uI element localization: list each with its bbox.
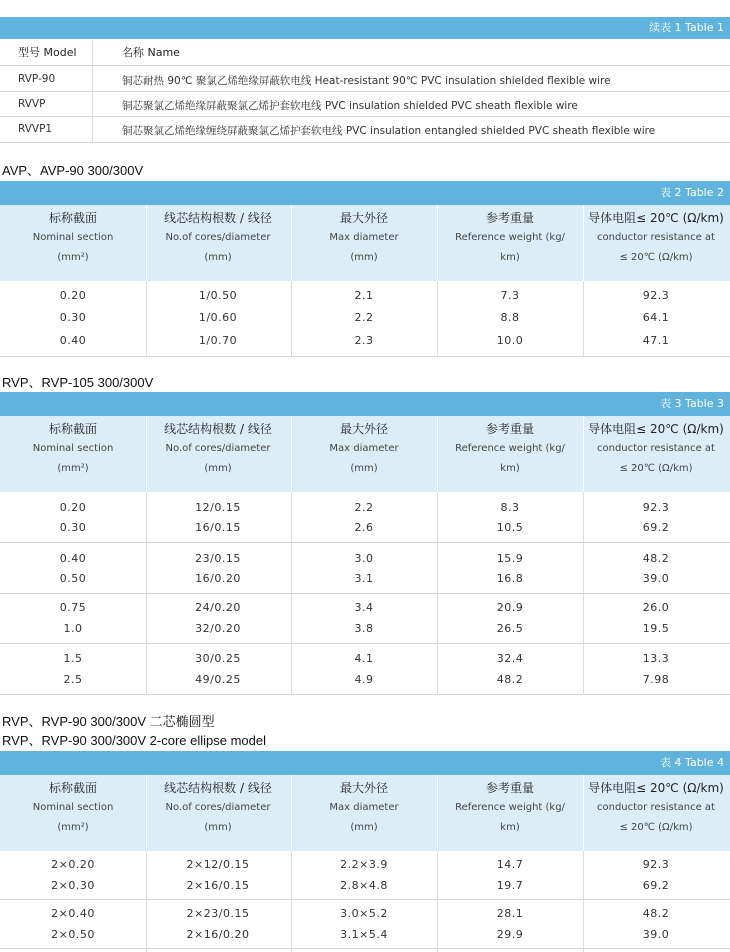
table3-cell: 20.9 (496, 601, 524, 614)
table4-cell: 2×23/0.15 (186, 907, 250, 920)
table4-cell: 14.7 (496, 858, 524, 871)
column-divider (437, 775, 438, 851)
table3-cell: 13.3 (642, 652, 670, 665)
column-divider (437, 281, 438, 356)
table1-model: RVVP1 (18, 123, 53, 135)
table3-cell: 2.2 (354, 501, 374, 514)
table4-cell: 2×0.30 (51, 879, 95, 892)
table3-cell: 24/0.20 (195, 601, 241, 614)
divider (0, 116, 730, 117)
table3-cell: 48.2 (642, 552, 670, 565)
table3-cell: 1.0 (63, 622, 83, 635)
table4-cell: 69.2 (642, 879, 670, 892)
divider (0, 65, 730, 66)
table3-cell: 0.40 (59, 552, 87, 565)
header-max-diameter: 最大外径 Max diameter (mm) (329, 211, 399, 263)
table3-cell: 16.8 (496, 572, 524, 585)
table2-cell: 47.1 (642, 334, 670, 347)
header-reference-weight: 参考重量 Reference weight (kg/ km) (455, 781, 565, 833)
table3-cell: 32/0.20 (195, 622, 241, 635)
column-divider (437, 851, 438, 952)
column-divider (437, 492, 438, 694)
column-divider (146, 851, 147, 952)
header-cores-diameter: 线芯结构根数 / 线径 No.of cores/diameter (mm) (164, 781, 272, 833)
column-divider (437, 205, 438, 281)
table4-cell: 92.3 (642, 858, 670, 871)
table3-cell: 3.1 (354, 572, 374, 585)
column-divider (146, 492, 147, 694)
column-divider (583, 775, 584, 851)
column-divider (146, 416, 147, 492)
table3-cell: 69.2 (642, 521, 670, 534)
table3-cell: 4.9 (354, 673, 374, 686)
table1-model: RVVP (18, 98, 46, 110)
column-divider (146, 205, 147, 281)
table4-section-title-zh: RVP、RVP-90 300/300V 二芯椭圆型 (2, 714, 215, 729)
table1-caption-bar (0, 17, 730, 39)
table2-caption: 表 2 Table 2 (660, 186, 724, 199)
divider (0, 899, 730, 900)
table3-cell: 3.8 (354, 622, 374, 635)
table2-cell: 64.1 (642, 311, 670, 324)
column-divider (437, 416, 438, 492)
table4-cell: 2.2×3.9 (340, 858, 388, 871)
table4-caption: 表 4 Table 4 (660, 756, 724, 769)
table4-cell: 2×0.50 (51, 928, 95, 941)
table3-caption: 表 3 Table 3 (660, 397, 724, 410)
column-divider (291, 281, 292, 356)
table3-section-title: RVP、RVP-105 300/300V (2, 375, 154, 390)
divider (0, 948, 730, 949)
divider (0, 91, 730, 92)
header-conductor-resistance: 导体电阻≤ 20℃ (Ω/km) conductor resistance at ≤ 20℃ (Ω/km) (588, 422, 724, 474)
column-divider (583, 492, 584, 694)
table4-caption-bar (0, 751, 730, 775)
table3-cell: 23/0.15 (195, 552, 241, 565)
header-cores-diameter: 线芯结构根数 / 线径 No.of cores/diameter (mm) (164, 422, 272, 474)
table4-cell: 2.8×4.8 (340, 879, 388, 892)
column-divider (291, 205, 292, 281)
table3-cell: 1.5 (63, 652, 83, 665)
column-divider (291, 492, 292, 694)
column-divider (92, 40, 93, 142)
table1-model: RVP-90 (18, 73, 56, 85)
table4-cell: 3.0×5.2 (340, 907, 388, 920)
header-nominal-section: 标称截面 Nominal section (mm²) (32, 781, 114, 833)
table2-cell: 2.1 (354, 289, 374, 302)
table3-cell: 26.5 (496, 622, 524, 635)
divider (0, 142, 730, 143)
table3-cell: 19.5 (642, 622, 670, 635)
table1-name: 铜芯聚氯乙烯绝缘缠绕屏蔽聚氯乙烯护套软电线 PVC insulation entangled shielded PVC sheath flexible wire (122, 125, 656, 137)
table3-cell: 3.4 (354, 601, 374, 614)
column-divider (291, 851, 292, 952)
table2-cell: 7.3 (500, 289, 520, 302)
divider (0, 694, 730, 695)
column-divider (146, 775, 147, 851)
divider (0, 593, 730, 594)
table2-cell: 8.8 (500, 311, 520, 324)
table1-caption: 续表 1 Table 1 (649, 21, 724, 34)
table2-cell: 0.40 (59, 334, 87, 347)
header-reference-weight: 参考重量 Reference weight (kg/ km) (455, 422, 565, 474)
header-nominal-section: 标称截面 Nominal section (mm²) (32, 211, 114, 263)
table1-name: 铜芯耐热 90℃ 聚氯乙烯绝缘屏蔽软电线 Heat-resistant 90℃ PVC insulation shielded flexible wire (122, 75, 611, 87)
header-reference-weight: 参考重量 Reference weight (kg/ km) (455, 211, 565, 263)
table2-cell: 10.0 (496, 334, 524, 347)
table2-cell: 2.2 (354, 311, 374, 324)
table4-cell: 28.1 (496, 907, 524, 920)
table2-cell: 1/0.50 (198, 289, 238, 302)
header-cores-diameter: 线芯结构根数 / 线径 No.of cores/diameter (mm) (164, 211, 272, 263)
divider (0, 356, 730, 357)
table3-cell: 26.0 (642, 601, 670, 614)
column-divider (583, 416, 584, 492)
column-divider (583, 281, 584, 356)
header-max-diameter: 最大外径 Max diameter (mm) (329, 781, 399, 833)
table3-cell: 48.2 (496, 673, 524, 686)
table3-cell: 39.0 (642, 572, 670, 585)
table3-cell: 3.0 (354, 552, 374, 565)
table4-cell: 39.0 (642, 928, 670, 941)
table3-cell: 7.98 (642, 673, 670, 686)
table3-caption-bar (0, 392, 730, 416)
table2-caption-bar (0, 181, 730, 205)
table4-cell: 2×0.40 (51, 907, 95, 920)
divider (0, 542, 730, 543)
table2-cell: 1/0.60 (198, 311, 238, 324)
table3-cell: 12/0.15 (195, 501, 241, 514)
table3-cell: 2.6 (354, 521, 374, 534)
table2-cell: 2.3 (354, 334, 374, 347)
table1-header-model: 型号 Model (18, 46, 77, 59)
table3-cell: 15.9 (496, 552, 524, 565)
column-divider (291, 775, 292, 851)
table4-cell: 2×12/0.15 (186, 858, 250, 871)
header-max-diameter: 最大外径 Max diameter (mm) (329, 422, 399, 474)
table2-cell: 0.20 (59, 289, 87, 302)
table3-cell: 30/0.25 (195, 652, 241, 665)
table4-cell: 2×0.20 (51, 858, 95, 871)
table4-cell: 19.7 (496, 879, 524, 892)
table4-cell: 3.1×5.4 (340, 928, 388, 941)
table3-cell: 16/0.15 (195, 521, 241, 534)
column-divider (146, 281, 147, 356)
table4-cell: 29.9 (496, 928, 524, 941)
table3-cell: 10.5 (496, 521, 524, 534)
table3-cell: 0.75 (59, 601, 87, 614)
table3-cell: 0.20 (59, 501, 87, 514)
table3-cell: 0.50 (59, 572, 87, 585)
table2-cell: 0.30 (59, 311, 87, 324)
table4-section-title-en: RVP、RVP-90 300/300V 2-core ellipse model (2, 733, 266, 748)
table2-cell: 1/0.70 (198, 334, 238, 347)
table1-name: 铜芯聚氯乙烯绝缘屏蔽聚氯乙烯护套软电线 PVC insulation shielded PVC sheath flexible wire (122, 100, 578, 112)
table3-cell: 92.3 (642, 501, 670, 514)
header-conductor-resistance: 导体电阻≤ 20℃ (Ω/km) conductor resistance at ≤ 20℃ (Ω/km) (588, 211, 724, 263)
table4-cell: 2×16/0.15 (186, 879, 250, 892)
column-divider (583, 851, 584, 952)
table3-cell: 0.30 (59, 521, 87, 534)
header-nominal-section: 标称截面 Nominal section (mm²) (32, 422, 114, 474)
table2-cell: 92.3 (642, 289, 670, 302)
table3-cell: 8.3 (500, 501, 520, 514)
table3-cell: 16/0.20 (195, 572, 241, 585)
column-divider (291, 416, 292, 492)
divider (0, 643, 730, 644)
table2-section-title: AVP、AVP-90 300/300V (2, 163, 144, 178)
table3-cell: 49/0.25 (195, 673, 241, 686)
table1-header-name: 名称 Name (122, 46, 180, 59)
table4-cell: 48.2 (642, 907, 670, 920)
table4-cell: 2×16/0.20 (186, 928, 250, 941)
table3-cell: 32.4 (496, 652, 524, 665)
table3-cell: 2.5 (63, 673, 83, 686)
table3-cell: 4.1 (354, 652, 374, 665)
header-conductor-resistance: 导体电阻≤ 20℃ (Ω/km) conductor resistance at ≤ 20℃ (Ω/km) (588, 781, 724, 833)
column-divider (583, 205, 584, 281)
